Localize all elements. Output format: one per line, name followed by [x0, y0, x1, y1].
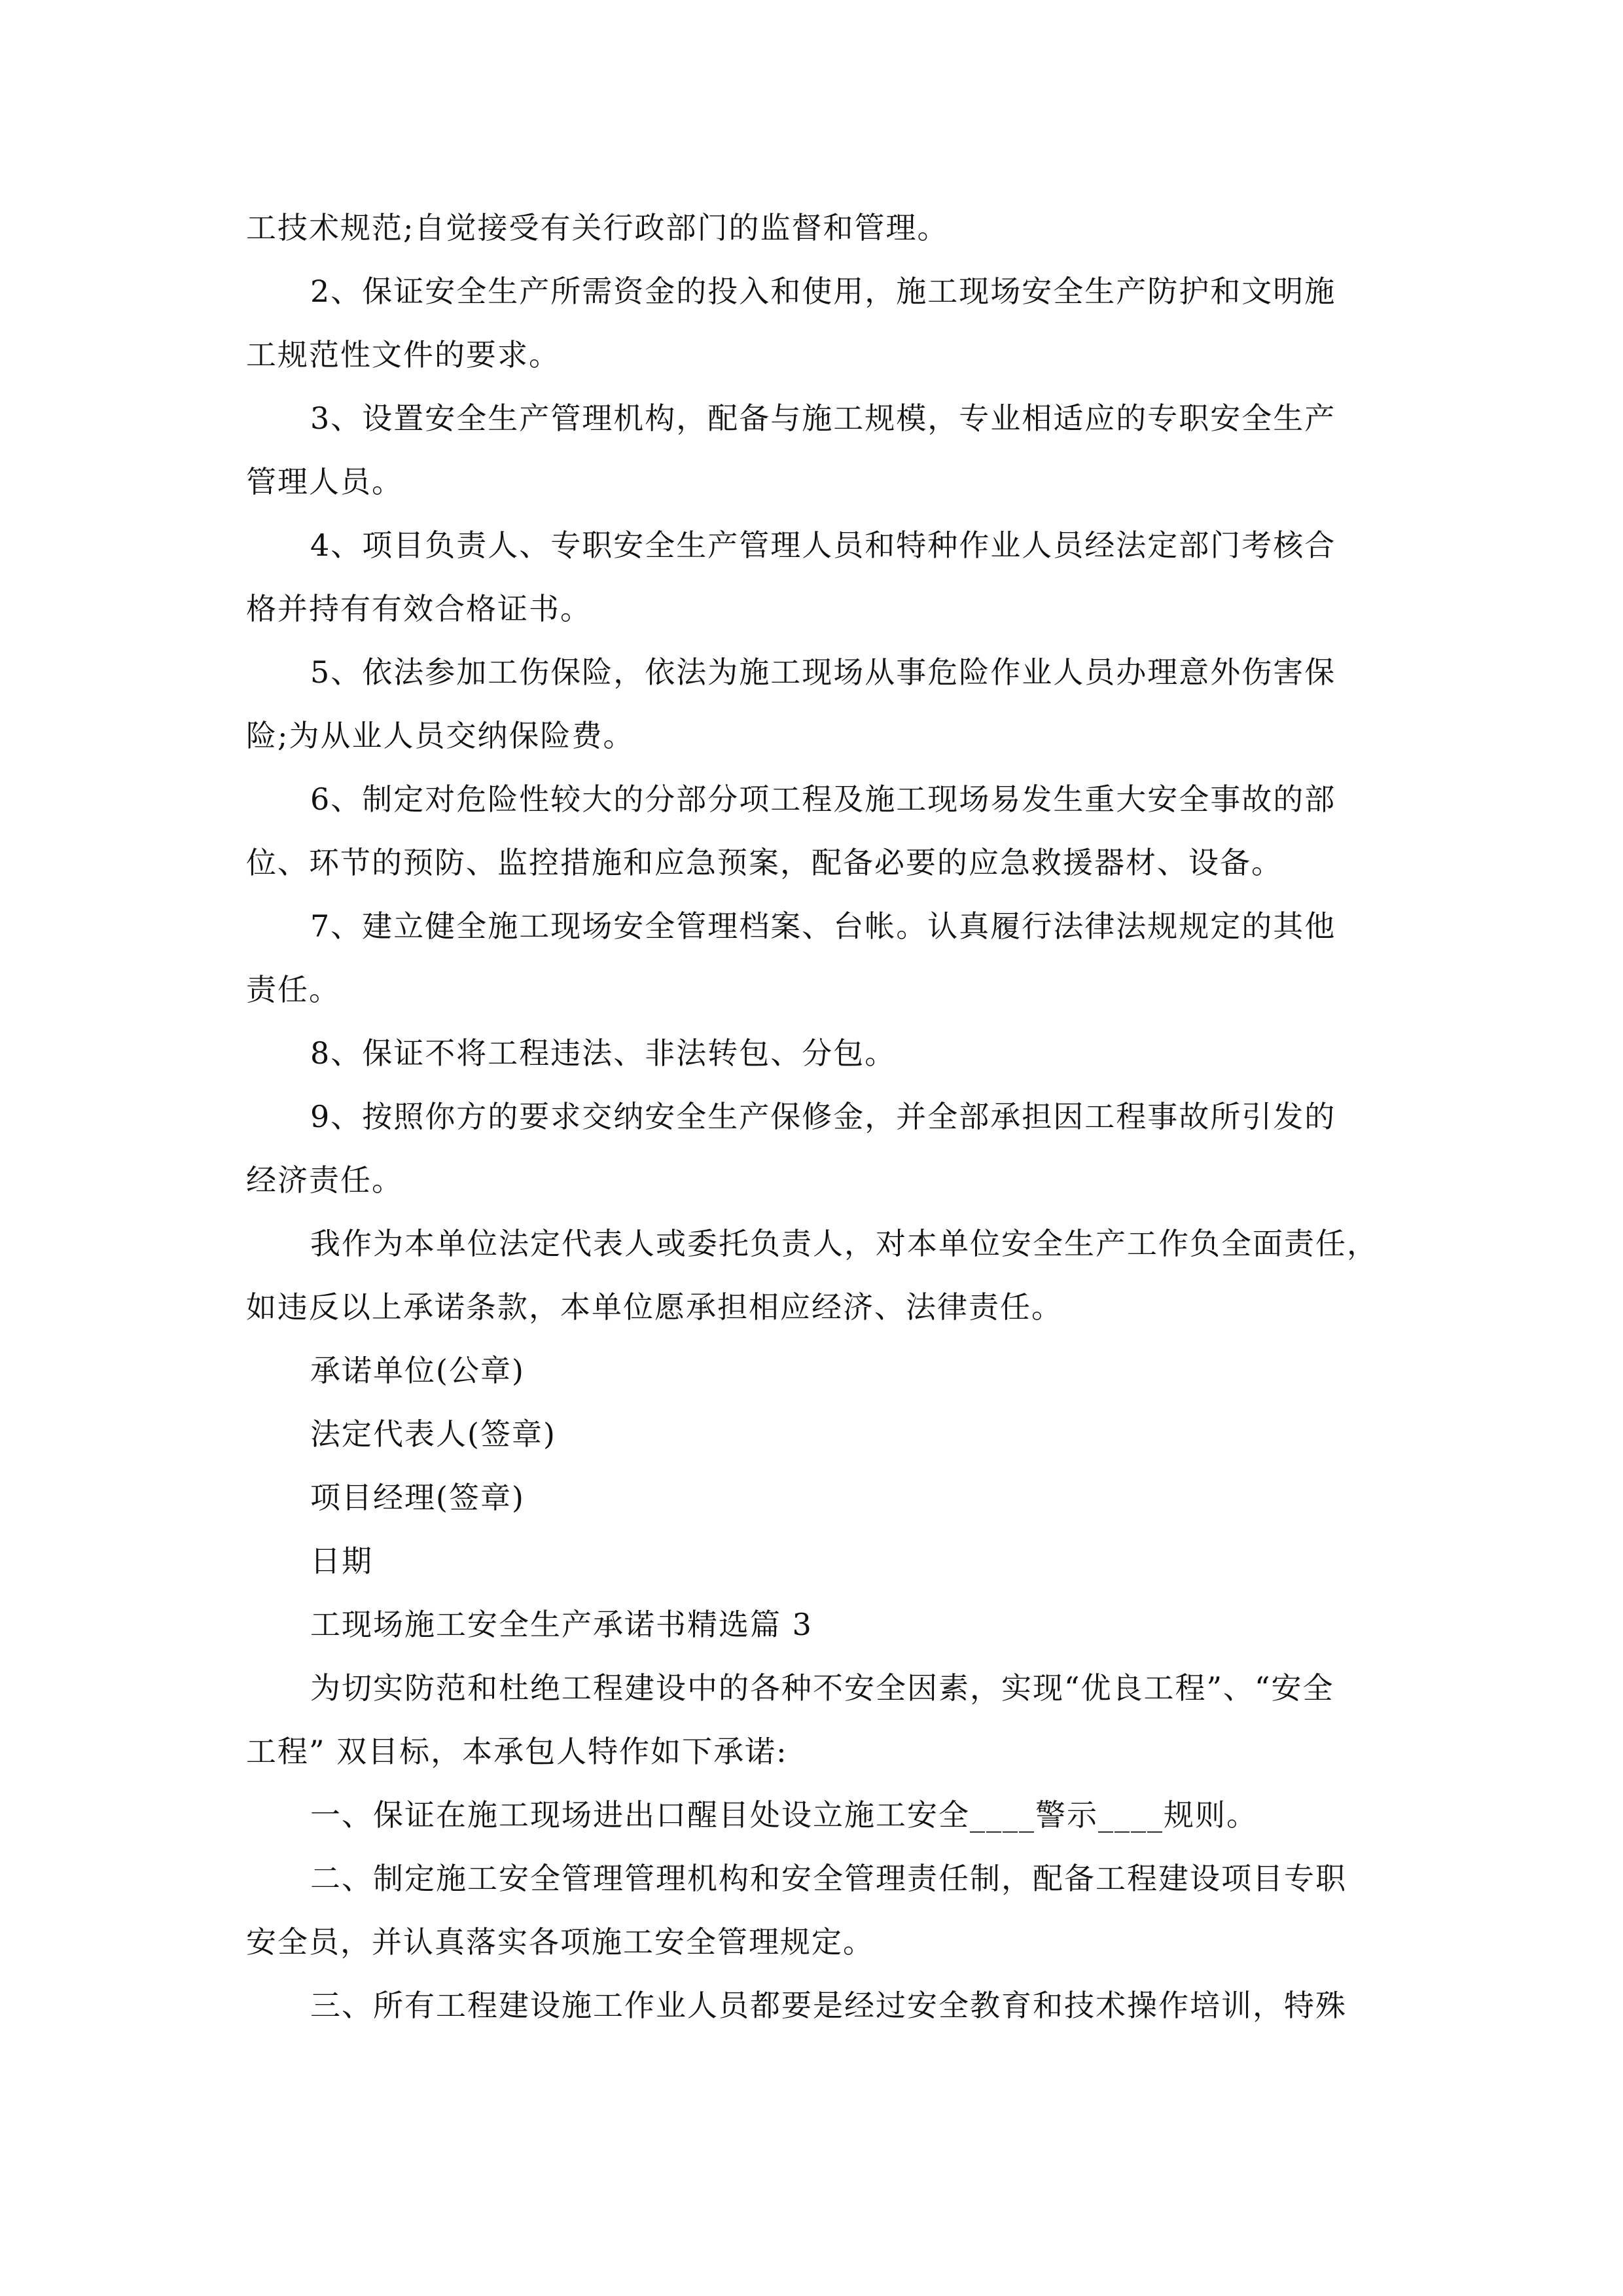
paragraph-item-two	[246, 1847, 1382, 1974]
paragraph-item-8	[246, 1022, 1382, 1085]
text-line: 如违反以上承诺条款，本单位愿承担相应经济、法律责任。	[246, 1289, 1063, 1325]
text-line: 险;为从业人员交纳保险费。	[246, 718, 635, 753]
text-line: 8、保证不将工程违法、非法转包、分包。	[310, 1035, 897, 1071]
paragraph-item-9	[246, 1085, 1382, 1212]
paragraph-declaration	[246, 1212, 1382, 1339]
text-line: 经济责任。	[246, 1162, 403, 1198]
text-line: 一、保证在施工现场进出口醒目处设立施工安全____警示____规则。	[310, 1797, 1258, 1833]
signature-legal-rep	[246, 1403, 1382, 1466]
text-line: 位、环节的预防、监控措施和应急预案，配备必要的应急救援器材、设备。	[246, 845, 1283, 880]
section-heading	[246, 1593, 1382, 1657]
text-line: 法定代表人(签章)	[310, 1416, 556, 1452]
text-line: 管理人员。	[246, 464, 403, 499]
signature-project-manager	[246, 1466, 1382, 1530]
paragraph-intro	[246, 1657, 1382, 1784]
text-line: 三、所有工程建设施工作业人员都要是经过安全教育和技术操作培训，特殊	[310, 1988, 1347, 2023]
text-line: 工现场施工安全生产承诺书精选篇 3	[310, 1607, 813, 1642]
text-line: 6、制定对危险性较大的分部分项工程及施工现场易发生重大安全事故的部	[310, 781, 1336, 817]
signature-unit	[246, 1339, 1382, 1403]
text-line: 责任。	[246, 972, 340, 1007]
paragraph-item-three	[246, 1974, 1382, 2037]
text-line: 二、制定施工安全管理管理机构和安全管理责任制，配备工程建设项目专职	[310, 1861, 1347, 1896]
paragraph-item-7	[246, 895, 1382, 1022]
paragraph-1	[246, 196, 1382, 260]
text-line: 格并持有有效合格证书。	[246, 591, 592, 626]
paragraph-item-6	[246, 768, 1382, 895]
text-line: 4、项目负责人、专职安全生产管理人员和特种作业人员经法定部门考核合	[310, 528, 1336, 563]
paragraph-item-4	[246, 514, 1382, 641]
text-line: 我作为本单位法定代表人或委托负责人，对本单位安全生产工作负全面责任，	[310, 1226, 1378, 1261]
paragraph-item-3	[246, 387, 1382, 514]
text-line: 项目经理(签章)	[310, 1480, 525, 1515]
text-line: 3、设置安全生产管理机构，配备与施工规模，专业相适应的专职安全生产	[310, 401, 1336, 436]
text-line: 安全员，并认真落实各项施工安全管理规定。	[246, 1924, 874, 1960]
paragraph-item-one	[246, 1784, 1382, 1847]
text-line: 日期	[310, 1543, 373, 1579]
text-line: 工规范性文件的要求。	[246, 337, 560, 372]
text-line: 工技术规范;自觉接受有关行政部门的监督和管理。	[246, 210, 949, 245]
text-line: 工程” 双目标，本承包人特作如下承诺:	[246, 1734, 788, 1769]
text-line: 为切实防范和杜绝工程建设中的各种不安全因素，实现“优良工程”、“安全	[310, 1670, 1334, 1706]
paragraph-item-2	[246, 260, 1382, 387]
document-body	[246, 196, 1382, 2037]
text-line: 2、保证安全生产所需资金的投入和使用，施工现场安全生产防护和文明施	[310, 274, 1336, 309]
signature-date	[246, 1530, 1382, 1593]
text-line: 承诺单位(公章)	[310, 1353, 525, 1388]
text-line: 5、依法参加工伤保险，依法为施工现场从事危险作业人员办理意外伤害保	[310, 655, 1336, 690]
paragraph-item-5	[246, 641, 1382, 768]
text-line: 7、建立健全施工现场安全管理档案、台帐。认真履行法律法规规定的其他	[310, 908, 1336, 944]
text-line: 9、按照你方的要求交纳安全生产保修金，并全部承担因工程事故所引发的	[310, 1099, 1336, 1134]
